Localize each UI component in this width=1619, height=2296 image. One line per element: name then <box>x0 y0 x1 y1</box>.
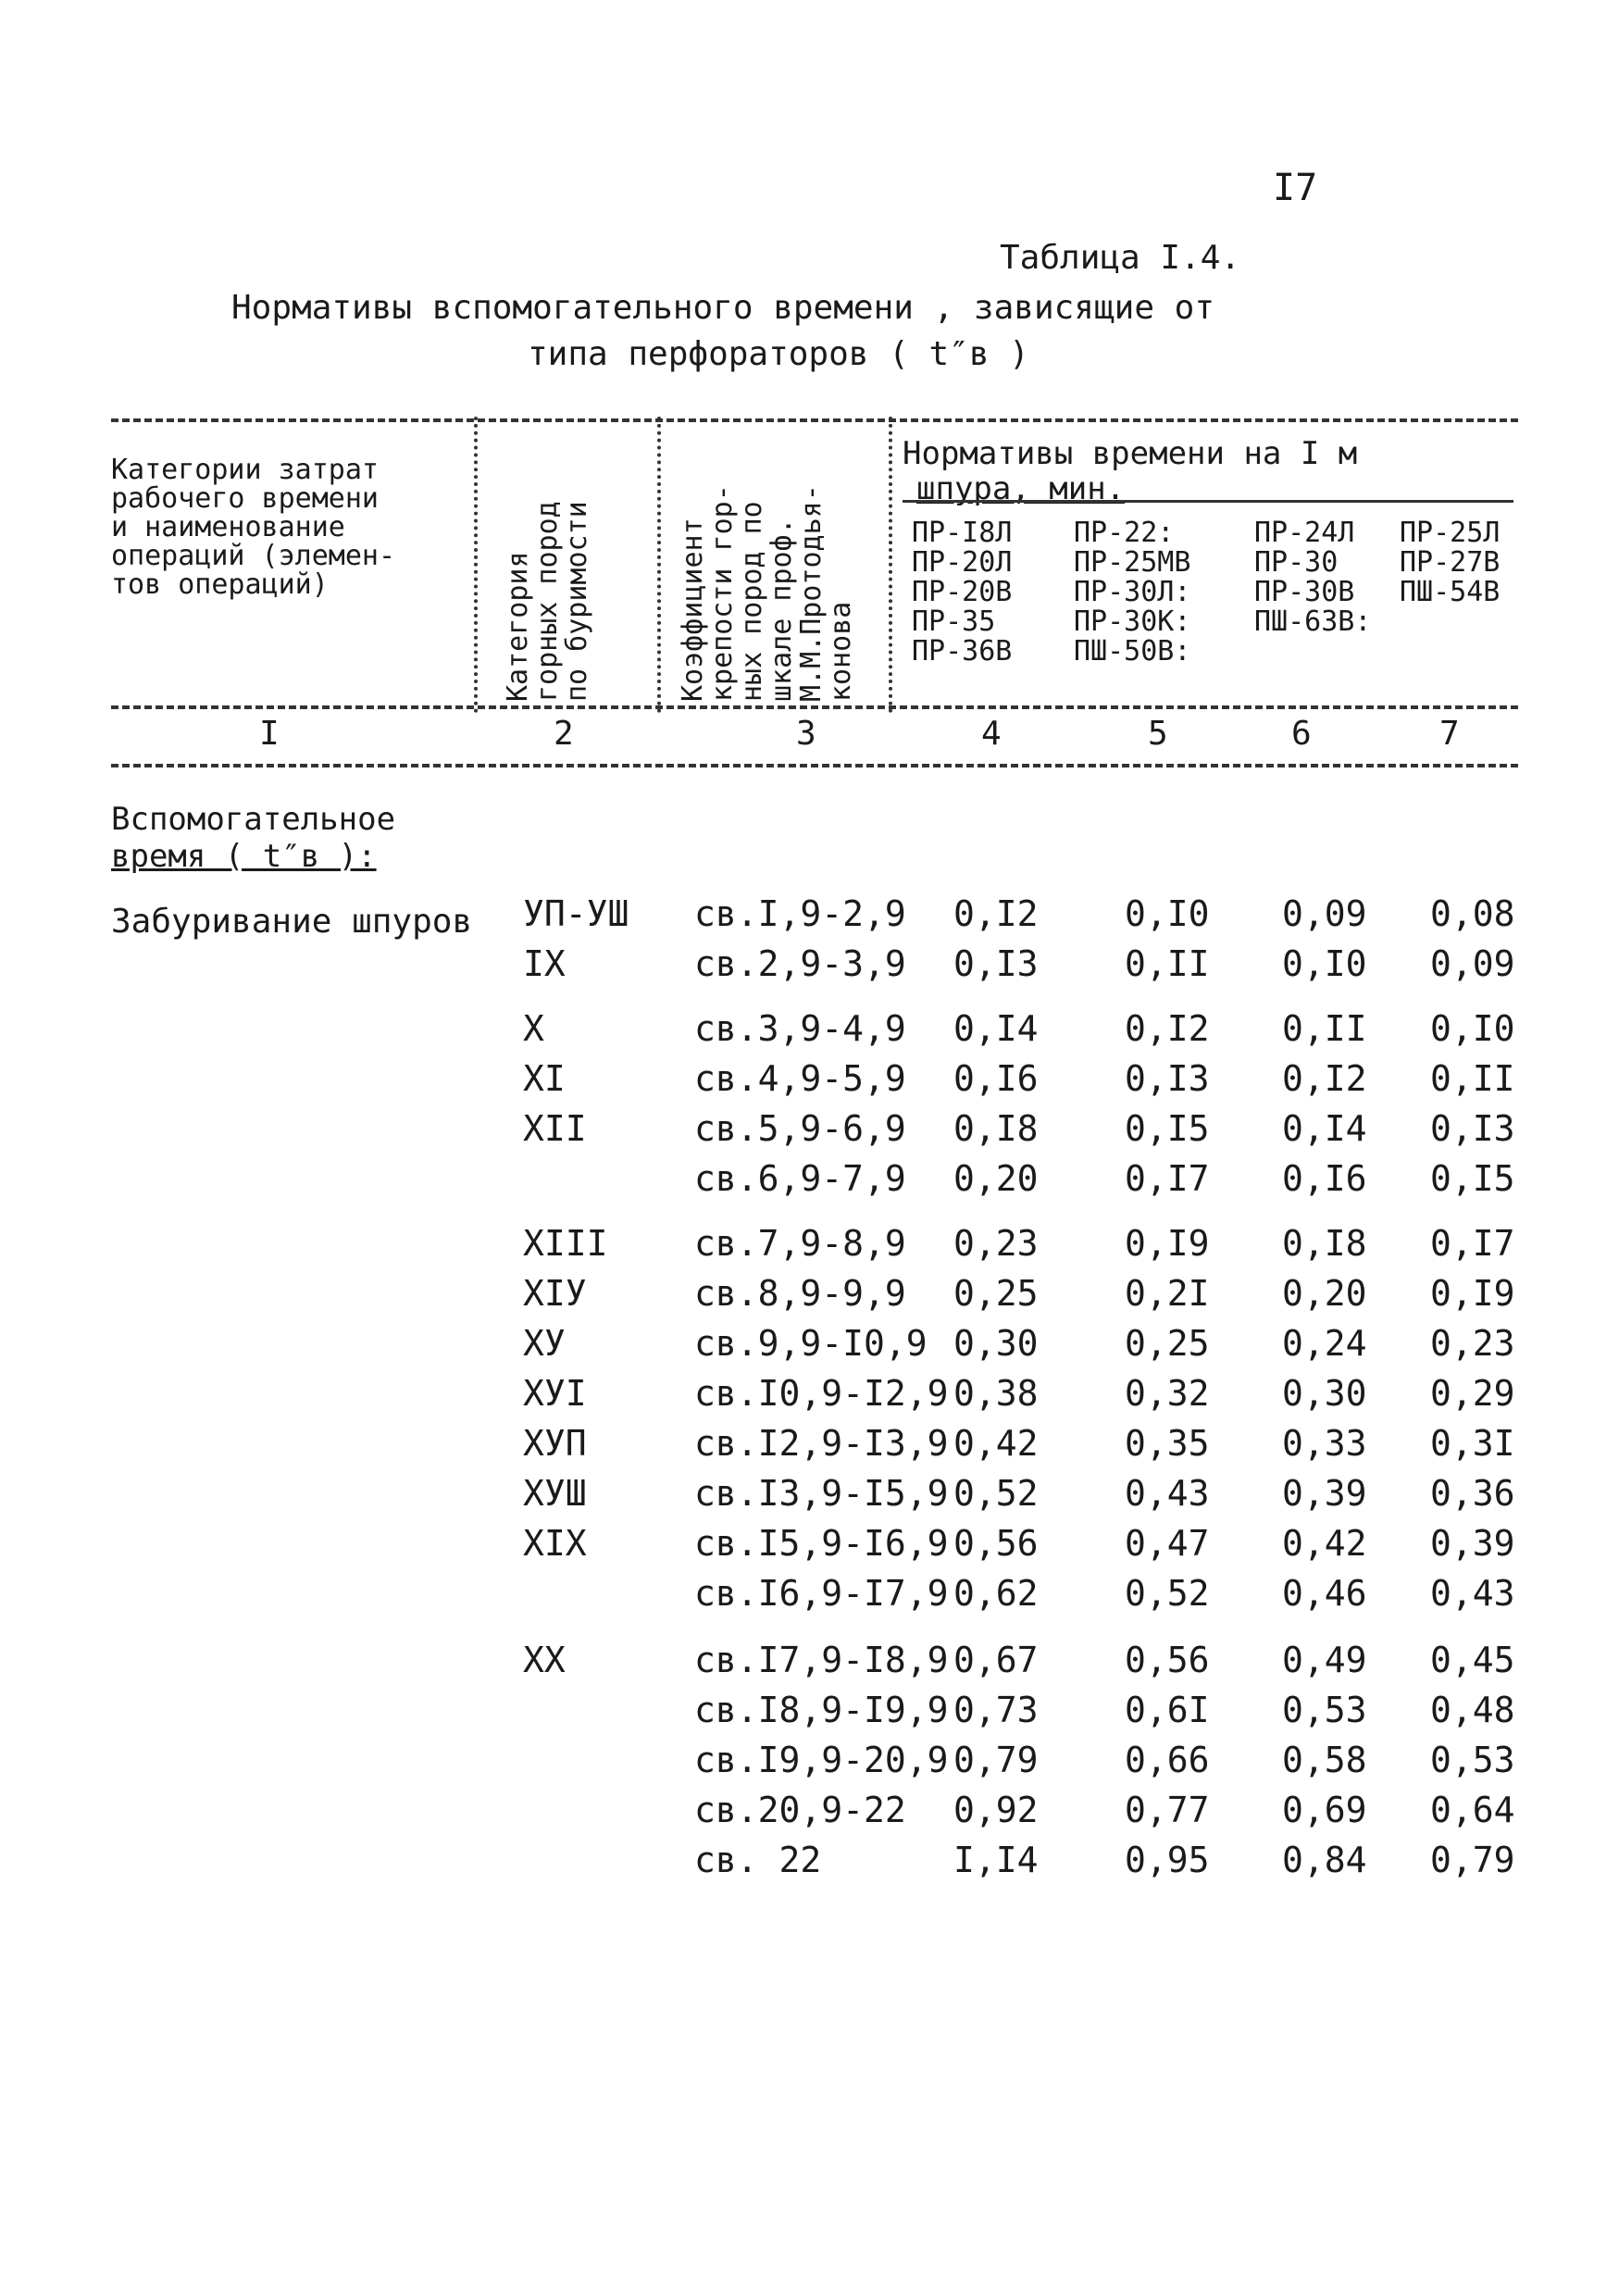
norm-value: 0,09 <box>1430 943 1515 984</box>
header-col1-line: операций (элемен- <box>111 540 396 572</box>
hardness-coefficient: св.I5,9-I6,9 <box>694 1523 949 1564</box>
header-col1 <box>111 455 395 599</box>
model-name: ПР-30К: <box>1074 605 1191 638</box>
column-number: 5 <box>1148 715 1168 753</box>
norm-value: 0,I0 <box>1282 943 1367 984</box>
norm-value: 0,43 <box>1125 1473 1210 1514</box>
norm-value: 0,79 <box>1430 1840 1515 1880</box>
norm-value: 0,30 <box>1282 1373 1367 1414</box>
hardness-coefficient: св.8,9-9,9 <box>694 1273 906 1314</box>
column-number: 6 <box>1291 715 1312 753</box>
hardness-coefficient: св.9,9-I0,9 <box>694 1323 928 1364</box>
norm-value: 0,79 <box>953 1740 1039 1780</box>
norm-value: 0,I5 <box>1430 1158 1515 1199</box>
norm-value: 0,08 <box>1430 893 1515 934</box>
model-name: ПР-20В <box>912 576 1013 608</box>
norms-subtitle: шпура, мин. <box>916 470 1126 507</box>
norm-value: 0,92 <box>953 1790 1039 1830</box>
model-name: ПР-I8Л <box>912 517 1013 549</box>
norm-value: 0,I3 <box>1125 1058 1210 1099</box>
norm-value: 0,II <box>1282 1008 1367 1049</box>
hardness-coefficient: св.I7,9-I8,9 <box>694 1640 949 1680</box>
norm-value: 0,2I <box>1125 1273 1210 1314</box>
rock-category: IX <box>523 943 566 984</box>
norm-value: 0,53 <box>1282 1690 1367 1730</box>
norm-value: 0,I2 <box>953 893 1039 934</box>
column-numbers-rule <box>111 764 1518 767</box>
section-label-line1: Вспомогательное <box>111 801 396 838</box>
model-name: ПШ-54В <box>1400 576 1501 608</box>
models-col4 <box>912 518 1012 667</box>
hardness-coefficient: св.I,9-2,9 <box>694 893 906 934</box>
norm-value: 0,I9 <box>1125 1223 1210 1264</box>
model-name: ПР-30Л: <box>1074 576 1191 608</box>
norm-value: 0,I8 <box>1282 1223 1367 1264</box>
norm-value: 0,62 <box>953 1573 1039 1614</box>
column-number: 3 <box>796 715 816 753</box>
model-name: ПР-22: <box>1074 517 1175 549</box>
norm-value: 0,52 <box>1125 1573 1210 1614</box>
norm-value: 0,42 <box>953 1423 1039 1464</box>
norm-value: 0,25 <box>953 1273 1039 1314</box>
table-title-line1: Нормативы вспомогательного времени , зависящие от <box>231 289 1215 327</box>
norm-value: 0,52 <box>953 1473 1039 1514</box>
header-bottom-rule <box>111 705 1518 709</box>
hardness-coefficient: св.7,9-8,9 <box>694 1223 906 1264</box>
norm-value: 0,39 <box>1430 1523 1515 1564</box>
norm-value: 0,30 <box>953 1323 1039 1364</box>
norm-value: 0,I7 <box>1430 1223 1515 1264</box>
norm-value: 0,6I <box>1125 1690 1210 1730</box>
rock-category: ХУП <box>523 1423 587 1464</box>
norm-value: 0,45 <box>1430 1640 1515 1680</box>
norm-value: 0,33 <box>1282 1423 1367 1464</box>
norm-value: 0,20 <box>953 1158 1039 1199</box>
norm-value: 0,77 <box>1125 1790 1210 1830</box>
models-col5 <box>1074 518 1190 667</box>
norm-value: 0,I4 <box>1282 1108 1367 1149</box>
norm-value: 0,I7 <box>1125 1158 1210 1199</box>
model-name: ПР-24Л <box>1254 517 1355 549</box>
hardness-coefficient: св.I2,9-I3,9 <box>694 1423 949 1464</box>
rock-category: X <box>523 1008 544 1049</box>
norm-value: 0,43 <box>1430 1573 1515 1614</box>
column-number: I <box>259 715 280 753</box>
norm-value: 0,I3 <box>953 943 1039 984</box>
norm-value: 0,23 <box>1430 1323 1515 1364</box>
norm-value: 0,46 <box>1282 1573 1367 1614</box>
model-name: ПР-20Л <box>912 546 1013 579</box>
rock-category: XI <box>523 1058 566 1099</box>
norm-value: 0,3I <box>1430 1423 1515 1464</box>
rock-category: XIX <box>523 1523 587 1564</box>
norm-value: 0,67 <box>953 1640 1039 1680</box>
column-number: 7 <box>1439 715 1460 753</box>
model-name: ПР-25МВ <box>1074 546 1191 579</box>
norm-value: 0,25 <box>1125 1323 1210 1364</box>
section-label-line2: время ( t″в ): <box>111 838 377 875</box>
hardness-coefficient: св.20,9-22 <box>694 1790 906 1830</box>
hardness-coefficient: св. 22 <box>694 1840 822 1880</box>
norm-value: 0,I0 <box>1125 893 1210 934</box>
model-name: ПР-30В <box>1254 576 1355 608</box>
norm-value: 0,95 <box>1125 1840 1210 1880</box>
norm-value: 0,I3 <box>1430 1108 1515 1149</box>
rock-category: XII <box>523 1108 587 1149</box>
norm-value: 0,II <box>1125 943 1210 984</box>
header-col1-line: рабочего времени <box>111 482 379 515</box>
norm-value: 0,48 <box>1430 1690 1515 1730</box>
column-separator <box>657 417 661 713</box>
model-name: ПР-25Л <box>1400 517 1501 549</box>
rock-category: УП-УШ <box>523 893 629 934</box>
norm-value: 0,09 <box>1282 893 1367 934</box>
norm-value: 0,23 <box>953 1223 1039 1264</box>
norm-value: 0,39 <box>1282 1473 1367 1514</box>
norm-value: 0,II <box>1430 1058 1515 1099</box>
norm-value: 0,36 <box>1430 1473 1515 1514</box>
rock-category: XIII <box>523 1223 608 1264</box>
norm-value: 0,I6 <box>1282 1158 1367 1199</box>
norm-value: 0,42 <box>1282 1523 1367 1564</box>
norm-value: 0,47 <box>1125 1523 1210 1564</box>
norm-value: 0,24 <box>1282 1323 1367 1364</box>
column-separator <box>889 417 892 713</box>
model-name: ПР-36В <box>912 635 1013 668</box>
hardness-coefficient: св.I9,9-20,9 <box>694 1740 949 1780</box>
table-label: Таблица I.4. <box>1000 239 1241 277</box>
table-title-line2: типа перфораторов ( t″в ) <box>528 335 1029 373</box>
norm-value: 0,69 <box>1282 1790 1367 1830</box>
hardness-coefficient: св.5,9-6,9 <box>694 1108 906 1149</box>
header-col3-text: Коэффициент крепости гор- ных пород по шкале проф. М.М.Протодья- конова <box>677 484 857 702</box>
norm-value: 0,73 <box>953 1690 1039 1730</box>
model-name: ПШ-63В: <box>1254 605 1372 638</box>
model-name: ПР-35 <box>912 605 996 638</box>
rock-category: ХУ <box>523 1323 566 1364</box>
hardness-coefficient: св.4,9-5,9 <box>694 1058 906 1099</box>
norm-value: 0,58 <box>1282 1740 1367 1780</box>
page-number: I7 <box>1273 167 1318 209</box>
norm-value: 0,20 <box>1282 1273 1367 1314</box>
norm-value: 0,I0 <box>1430 1008 1515 1049</box>
header-col1-line: Категории затрат <box>111 454 379 486</box>
operation-name: Забуривание шпуров <box>111 903 473 941</box>
models-col6 <box>1254 518 1371 637</box>
model-name: ПР-30 <box>1254 546 1339 579</box>
rock-category: ХУI <box>523 1373 587 1414</box>
norm-value: 0,I6 <box>953 1058 1039 1099</box>
header-col2-text: Категория горных пород по буримости <box>502 501 593 702</box>
table-top-rule <box>111 418 1518 422</box>
norm-value: 0,I4 <box>953 1008 1039 1049</box>
norm-value: 0,I8 <box>953 1108 1039 1149</box>
hardness-coefficient: св.I8,9-I9,9 <box>694 1690 949 1730</box>
column-separator <box>474 417 478 713</box>
norm-value: 0,I5 <box>1125 1108 1210 1149</box>
norm-value: 0,56 <box>953 1523 1039 1564</box>
rock-category: XIУ <box>523 1273 587 1314</box>
norm-value: 0,64 <box>1430 1790 1515 1830</box>
norm-value: 0,38 <box>953 1373 1039 1414</box>
model-name: ПШ-50В: <box>1074 635 1191 668</box>
norm-value: 0,66 <box>1125 1740 1210 1780</box>
model-name: ПР-27В <box>1400 546 1501 579</box>
hardness-coefficient: св.6,9-7,9 <box>694 1158 906 1199</box>
rock-category: ХУШ <box>523 1473 587 1514</box>
norms-title: Нормативы времени на I м <box>903 435 1358 472</box>
norms-underline <box>903 500 1513 503</box>
norm-value: 0,I2 <box>1282 1058 1367 1099</box>
norm-value: 0,84 <box>1282 1840 1367 1880</box>
norm-value: I,I4 <box>953 1840 1039 1880</box>
header-col1-line: тов операций) <box>111 568 329 601</box>
models-col7 <box>1400 518 1500 607</box>
norm-value: 0,29 <box>1430 1373 1515 1414</box>
column-number: 2 <box>554 715 574 753</box>
norm-value: 0,53 <box>1430 1740 1515 1780</box>
norm-value: 0,49 <box>1282 1640 1367 1680</box>
norm-value: 0,35 <box>1125 1423 1210 1464</box>
header-col1-line: и наименование <box>111 511 345 543</box>
hardness-coefficient: св.I3,9-I5,9 <box>694 1473 949 1514</box>
hardness-coefficient: св.3,9-4,9 <box>694 1008 906 1049</box>
column-number: 4 <box>981 715 1002 753</box>
hardness-coefficient: св.I0,9-I2,9 <box>694 1373 949 1414</box>
norm-value: 0,32 <box>1125 1373 1210 1414</box>
rock-category: XX <box>523 1640 566 1680</box>
norm-value: 0,I9 <box>1430 1273 1515 1314</box>
norm-value: 0,56 <box>1125 1640 1210 1680</box>
hardness-coefficient: св.I6,9-I7,9 <box>694 1573 949 1614</box>
hardness-coefficient: св.2,9-3,9 <box>694 943 906 984</box>
norm-value: 0,I2 <box>1125 1008 1210 1049</box>
